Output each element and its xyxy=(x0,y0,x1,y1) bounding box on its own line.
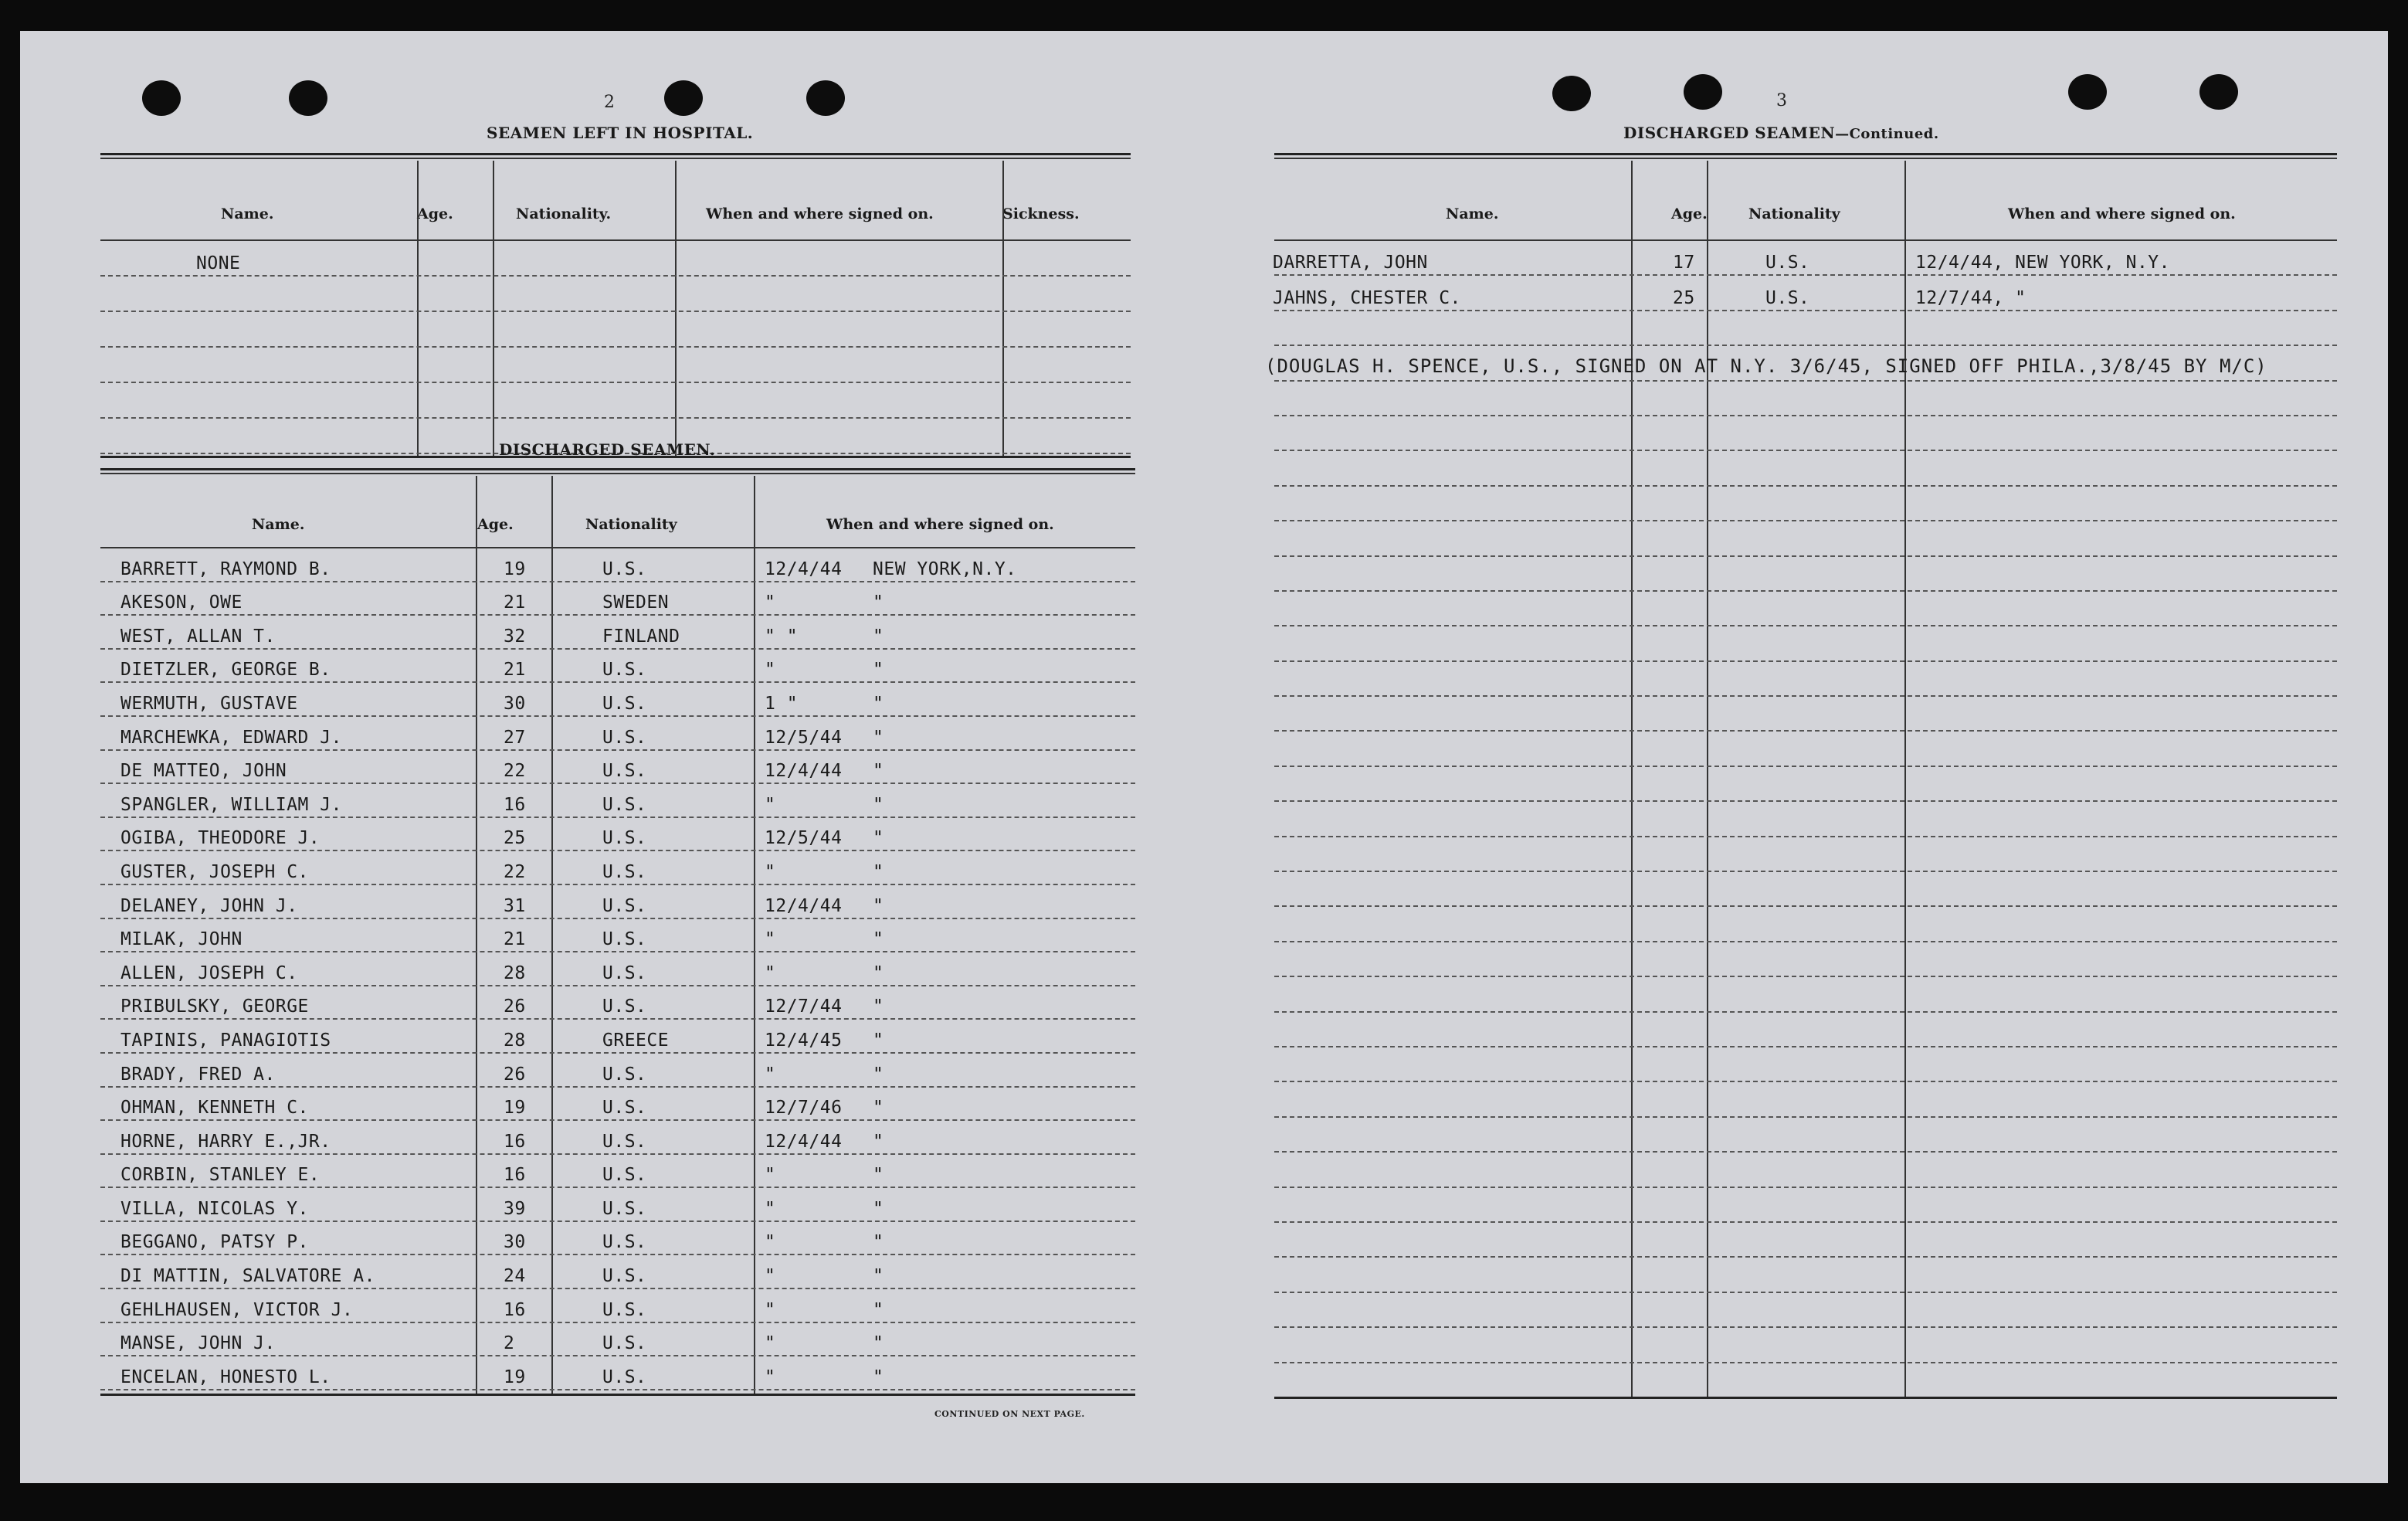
column-header-nationality: Nationality. xyxy=(516,205,612,222)
cell-age: 17 xyxy=(1673,253,1695,273)
table-row xyxy=(1274,487,2337,521)
table-row xyxy=(100,1121,1135,1155)
table-row xyxy=(1274,767,2337,802)
cell-signed-on-date: " xyxy=(765,963,776,983)
column-header-nationality: Nationality xyxy=(1748,205,1840,222)
table-row xyxy=(1274,382,2337,416)
cell-age: 30 xyxy=(504,693,526,714)
cell-name: PRIBULSKY, GEORGE xyxy=(120,996,309,1017)
cell-signed-on-date: " xyxy=(765,1198,776,1219)
hospital-table xyxy=(100,153,1131,460)
cell-age: 26 xyxy=(504,996,526,1017)
discharged-continued-table xyxy=(1265,153,2337,1429)
cell-signed-on-date: " xyxy=(765,1165,776,1186)
table-row xyxy=(100,1289,1135,1323)
cell-signed-on-place: " xyxy=(873,1266,884,1287)
cell-name: HORNE, HARRY E.,JR. xyxy=(120,1131,331,1152)
column-header-signed-on: When and where signed on. xyxy=(826,516,1054,533)
cell-nationality: U.S. xyxy=(602,1232,647,1253)
table-row xyxy=(100,1356,1135,1390)
document-sheet xyxy=(20,31,2388,1483)
cell-name: DARRETTA, JOHN xyxy=(1273,253,1428,273)
cell-nationality: U.S. xyxy=(602,693,647,714)
cell-nationality: U.S. xyxy=(602,1131,647,1152)
table-row xyxy=(1274,1328,2337,1363)
cell-nationality: U.S. xyxy=(602,963,647,983)
cell-name: SPANGLER, WILLIAM J. xyxy=(120,794,342,815)
hospital-section-title: SEAMEN LEFT IN HOSPITAL. xyxy=(487,124,754,142)
cell-signed-on-place: " xyxy=(873,1064,884,1085)
table-row xyxy=(100,952,1135,986)
table-row xyxy=(1274,907,2337,942)
table-row xyxy=(1274,521,2337,556)
cell-signed-on-place: " xyxy=(873,1232,884,1253)
discharged-rows xyxy=(100,548,1135,1390)
cell-nationality: U.S. xyxy=(602,794,647,815)
cell-name: OGIBA, THEODORE J. xyxy=(120,828,321,849)
title-main: DISCHARGED SEAMEN xyxy=(1623,124,1836,142)
cell-nationality: U.S. xyxy=(602,1098,647,1119)
cell-name: DELANEY, JOHN J. xyxy=(120,895,298,916)
cell-signed-on-place: " xyxy=(873,963,884,983)
page-number-left: 2 xyxy=(604,93,615,112)
cell-name: TAPINIS, PANAGIOTIS xyxy=(120,1030,331,1051)
column-header-name: Name. xyxy=(252,516,305,533)
cell-age: 21 xyxy=(504,592,526,613)
table-row xyxy=(1274,1188,2337,1223)
cell-signed-on-date: 12/5/44 xyxy=(765,828,843,849)
table-row xyxy=(100,1222,1135,1256)
cell-signed-on-date: " xyxy=(765,1367,776,1387)
punch-hole xyxy=(142,80,181,116)
cell-age: 2 xyxy=(504,1333,515,1354)
cell-signed-on-date: " " xyxy=(765,626,799,647)
cell-age: 22 xyxy=(504,761,526,782)
column-header-signed-on: When and where signed on. xyxy=(706,205,934,222)
page-number-right: 3 xyxy=(1776,91,1787,110)
cell-nationality: SWEDEN xyxy=(602,592,670,613)
column-header-sickness: Sickness. xyxy=(1002,205,1080,222)
table-row xyxy=(1274,626,2337,661)
table-row xyxy=(100,717,1135,751)
table-row xyxy=(1274,697,2337,732)
cell-signed-on-date: 12/7/46 xyxy=(765,1098,843,1119)
cell-nationality: U.S. xyxy=(602,1333,647,1354)
cell-nationality: U.S. xyxy=(1765,253,1810,273)
cell-signed-on-place: " xyxy=(873,1367,884,1387)
continued-note: CONTINUED ON NEXT PAGE. xyxy=(934,1409,1085,1419)
cell-signed-on-date: " xyxy=(765,861,776,882)
table-row xyxy=(1274,1047,2337,1082)
cell-nationality: GREECE xyxy=(602,1030,670,1051)
punch-hole xyxy=(289,80,327,116)
cell-age: 26 xyxy=(504,1064,526,1085)
cell-signed-on-date: 12/4/45 xyxy=(765,1030,843,1051)
table-row xyxy=(1274,1153,2337,1187)
cell-name: CORBIN, STANLEY E. xyxy=(120,1165,321,1186)
table-row xyxy=(1274,837,2337,872)
cell-signed-on-date: 12/4/44 xyxy=(765,558,843,579)
cell-signed-on-place: " xyxy=(873,727,884,748)
cell-nationality: U.S. xyxy=(602,1064,647,1085)
cell-signed-on: 12/7/44, " xyxy=(1915,287,2026,308)
cell-signed-on-place: " xyxy=(873,1165,884,1186)
cell-nationality: FINLAND xyxy=(602,626,680,647)
cell-age: 19 xyxy=(504,558,526,579)
discharged-section-title: DISCHARGED SEAMEN. xyxy=(499,440,716,459)
discharged-continued-title xyxy=(1623,124,1939,142)
cell-signed-on-place: " xyxy=(873,1098,884,1119)
cell-age: 16 xyxy=(504,1299,526,1320)
cell-name: GUSTER, JOSEPH C. xyxy=(120,861,309,882)
table-row xyxy=(100,383,1131,419)
cell-signed-on-date: 12/4/44 xyxy=(765,1131,843,1152)
cell-nationality: U.S. xyxy=(602,895,647,916)
cell-signed-on-place: " xyxy=(873,895,884,916)
cell-age: 28 xyxy=(504,963,526,983)
table-row xyxy=(100,582,1135,616)
cell-age: 27 xyxy=(504,727,526,748)
cell-nationality: U.S. xyxy=(602,660,647,681)
table-row xyxy=(100,1188,1135,1222)
cell-age: 21 xyxy=(504,929,526,950)
cell-nationality: U.S. xyxy=(1765,287,1810,308)
cell-signed-on-date: " xyxy=(765,929,776,950)
table-row xyxy=(100,751,1135,785)
discharged-table xyxy=(100,468,1135,1423)
cell-signed-on-date: " xyxy=(765,1266,776,1287)
cell-signed-on-date: " xyxy=(765,660,776,681)
cell-nationality: U.S. xyxy=(602,828,647,849)
cell-name: BEGGANO, PATSY P. xyxy=(120,1232,309,1253)
table-row xyxy=(1274,802,2337,837)
cell-nationality: U.S. xyxy=(602,1299,647,1320)
cell-signed-on-place: " xyxy=(873,1333,884,1354)
cell-signed-on-place: " xyxy=(873,626,884,647)
cell-signed-on-date: " xyxy=(765,1333,776,1354)
cell-age: 16 xyxy=(504,1165,526,1186)
punch-hole xyxy=(2199,74,2238,110)
table-row xyxy=(100,277,1131,312)
table-row xyxy=(1274,872,2337,907)
cell-name: GEHLHAUSEN, VICTOR J. xyxy=(120,1299,354,1320)
cell-signed-on-place: " xyxy=(873,996,884,1017)
hospital-rows xyxy=(100,241,1131,454)
table-row xyxy=(1274,732,2337,766)
table-row xyxy=(100,885,1135,919)
cell-signed-on-place: " xyxy=(873,693,884,714)
cell-name: VILLA, NICOLAS Y. xyxy=(120,1198,309,1219)
cell-nationality: U.S. xyxy=(602,727,647,748)
table-row xyxy=(100,348,1131,383)
cell-nationality: U.S. xyxy=(602,1266,647,1287)
table-row xyxy=(100,241,1131,277)
table-row xyxy=(1274,1363,2337,1398)
cell-nationality: U.S. xyxy=(602,861,647,882)
table-row xyxy=(100,1088,1135,1122)
cell-signed-on-place: " xyxy=(873,794,884,815)
column-header-name: Name. xyxy=(221,205,274,222)
table-row xyxy=(1274,942,2337,977)
cell-name: JAHNS, CHESTER C. xyxy=(1273,287,1461,308)
table-row xyxy=(1274,311,2337,346)
cell-signed-on-place: " xyxy=(873,761,884,782)
cell-nationality: U.S. xyxy=(602,558,647,579)
cell-signed-on-place: " xyxy=(873,1198,884,1219)
cell-age: 16 xyxy=(504,1131,526,1152)
cell-signed-on-place: " xyxy=(873,1030,884,1051)
cell-age: 32 xyxy=(504,626,526,647)
cell-name: AKESON, OWE xyxy=(120,592,242,613)
cell-age: 19 xyxy=(504,1367,526,1387)
table-row xyxy=(100,818,1135,852)
cell-signed-on-place: " xyxy=(873,929,884,950)
table-row xyxy=(100,1020,1135,1054)
cell-nationality: U.S. xyxy=(602,1198,647,1219)
cell-signed-on-place: " xyxy=(873,861,884,882)
cell-signed-on-date: " xyxy=(765,1299,776,1320)
cell-age: 25 xyxy=(1673,287,1695,308)
cell-signed-on-place: " xyxy=(873,1299,884,1320)
cell-nationality: U.S. xyxy=(602,1165,647,1186)
table-row xyxy=(100,616,1135,650)
cell-signed-on-date: 12/4/44 xyxy=(765,895,843,916)
cell-name: MANSE, JOHN J. xyxy=(120,1333,276,1354)
cell-age: 24 xyxy=(504,1266,526,1287)
cell-name: WERMUTH, GUSTAVE xyxy=(120,693,298,714)
punch-hole xyxy=(1684,74,1722,110)
cell-name: DIETZLER, GEORGE B. xyxy=(120,660,331,681)
table-row xyxy=(100,1255,1135,1289)
table-row xyxy=(1274,1223,2337,1258)
cell-age: 19 xyxy=(504,1098,526,1119)
cell-name: MARCHEWKA, EDWARD J. xyxy=(120,727,342,748)
cell-age: 21 xyxy=(504,660,526,681)
cell-nationality: U.S. xyxy=(602,929,647,950)
table-row xyxy=(1274,416,2337,451)
punch-hole xyxy=(664,80,703,116)
cell-age: 30 xyxy=(504,1232,526,1253)
table-row xyxy=(1274,1118,2337,1153)
cell-signed-on-place: " xyxy=(873,828,884,849)
right-rows xyxy=(1274,241,2337,1398)
punch-hole xyxy=(806,80,845,116)
cell-name: ALLEN, JOSEPH C. xyxy=(120,963,298,983)
table-row xyxy=(1274,1013,2337,1047)
cell-name: WEST, ALLAN T. xyxy=(120,626,276,647)
table-row xyxy=(1274,662,2337,697)
cell-signed-on-date: " xyxy=(765,794,776,815)
table-row xyxy=(1274,1258,2337,1292)
table-row xyxy=(100,1054,1135,1088)
cell-signed-on-date: 12/4/44 xyxy=(765,761,843,782)
column-header-name: Name. xyxy=(1446,205,1499,222)
cell-age: 25 xyxy=(504,828,526,849)
cell-signed-on: 12/4/44, NEW YORK, N.Y. xyxy=(1915,253,2170,273)
cell-signed-on-date: 12/5/44 xyxy=(765,727,843,748)
cell-nationality: U.S. xyxy=(602,1367,647,1387)
cell-name: ENCELAN, HONESTO L. xyxy=(120,1367,331,1387)
table-row xyxy=(1274,557,2337,592)
table-row xyxy=(1274,1293,2337,1328)
cell-signed-on-place: NEW YORK,N.Y. xyxy=(873,558,1017,579)
cell-age: 31 xyxy=(504,895,526,916)
cell-signed-on-date: " xyxy=(765,1232,776,1253)
table-row xyxy=(100,1155,1135,1189)
cell-signed-on-place: " xyxy=(873,592,884,613)
table-row xyxy=(100,986,1135,1020)
cell-name: MILAK, JOHN xyxy=(120,929,242,950)
column-header-nationality: Nationality xyxy=(585,516,677,533)
cell-nationality: U.S. xyxy=(602,761,647,782)
cell-name: DI MATTIN, SALVATORE A. xyxy=(120,1266,375,1287)
cell-signed-on-date: 1 " xyxy=(765,693,799,714)
cell-signed-on-date: " xyxy=(765,1064,776,1085)
table-row xyxy=(100,683,1135,717)
table-row xyxy=(1274,451,2337,486)
table-row xyxy=(100,784,1135,818)
table-row xyxy=(1274,977,2337,1012)
column-header-age: Age. xyxy=(477,516,514,533)
cell-name: BARRETT, RAYMOND B. xyxy=(120,558,331,579)
cell-signed-on-place: " xyxy=(873,660,884,681)
table-row xyxy=(1274,276,2337,311)
table-row xyxy=(100,919,1135,953)
cell-age: 16 xyxy=(504,794,526,815)
table-row xyxy=(100,851,1135,885)
table-row xyxy=(100,1323,1135,1357)
cell-name: NONE xyxy=(196,253,241,273)
table-row xyxy=(1274,592,2337,626)
column-header-age: Age. xyxy=(1671,205,1708,222)
table-row xyxy=(100,548,1135,582)
cell-age: 39 xyxy=(504,1198,526,1219)
cell-age: 28 xyxy=(504,1030,526,1051)
column-header-age: Age. xyxy=(417,205,453,222)
cell-age: 22 xyxy=(504,861,526,882)
punch-hole xyxy=(2068,74,2107,110)
cell-name: OHMAN, KENNETH C. xyxy=(120,1098,309,1119)
cell-signed-on-place: " xyxy=(873,1131,884,1152)
spence-note: (DOUGLAS H. SPENCE, U.S., SIGNED ON AT N.Y. 3/6/45, SIGNED OFF PHILA.,3/8/45 BY M/C) xyxy=(1265,355,2267,377)
cell-name: DE MATTEO, JOHN xyxy=(120,761,287,782)
cell-nationality: U.S. xyxy=(602,996,647,1017)
column-header-signed-on: When and where signed on. xyxy=(2008,205,2236,222)
table-row xyxy=(100,312,1131,348)
table-row xyxy=(1274,241,2337,276)
punch-hole xyxy=(1552,76,1591,111)
cell-signed-on-date: 12/7/44 xyxy=(765,996,843,1017)
table-row xyxy=(100,650,1135,684)
table-row xyxy=(1274,1082,2337,1117)
cell-signed-on-date: " xyxy=(765,592,776,613)
title-suffix: —Continued. xyxy=(1835,126,1939,142)
cell-name: BRADY, FRED A. xyxy=(120,1064,276,1085)
